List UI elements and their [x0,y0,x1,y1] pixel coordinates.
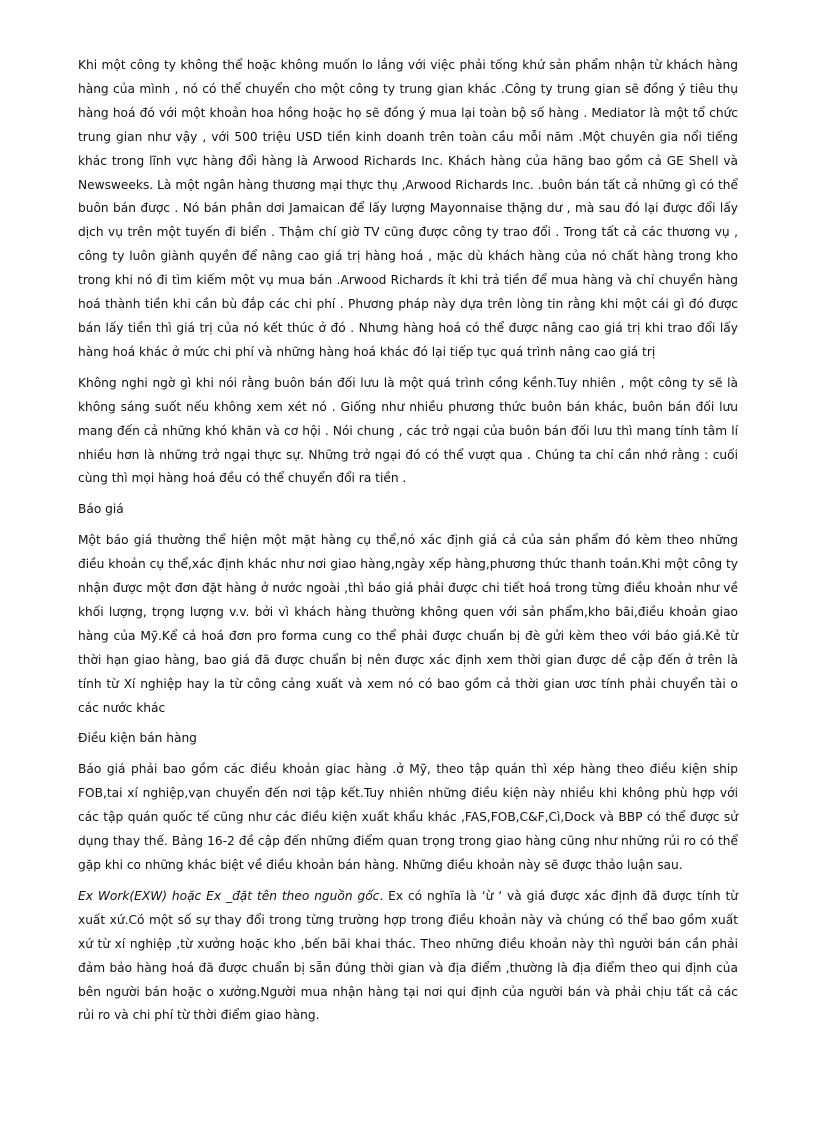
paragraph-quote: Một báo giá thường thể hiện một mặt hàng cụ thể,nó xác định giá cả của sản phẩm đó kèm theo những điều khoản cụ thể,xác định khác như nơi giao hàng,ngày xếp hàng,phương thức thanh toán.Khi một công ty nhận được một đơn đặt hàng ở nước ngoài ,thì báo giá phải được chi tiết hoá trong từng điều khoản như về khối lượng, trọng lượng v.v. bởi vì khách hàng thường không quen với sản phẩm,kho bãi,điều khoản giao hàng của Mỹ.Kể cả hoá đơn pro forma cung co thể phải được chuẩn bị đè gửi kèm theo với báo giá.Kẻ từ thời hạn giao hàng, bao giá đã được chuẩn bị nên được xác định xem thời gian được dề cập đến ở trên là tính từ Xí nghiệp hay la từ công cảng xuất và xem nó có bao gồm cả thời gian ươc tính phải chuyển tài o các nước khác [78,533,738,715]
document-page [78,54,738,1035]
heading-quote: Báo giá [78,502,124,517]
exwork-body: . Ex có nghĩa là ‘ừ ‘ và giá được xác định đã được tính từ xuất xứ.Có một số sự thay đổi trong từng trường hợp trong điều khoản này và chúng có thể bao gồm xuất xứ từ xí nghiệp ,từ xưởng hoặc kho ,bến bãi khai thác. Theo những điều khoản này thì người bán cần phải đảm bảo hàng hoá đã được chuẩn bị sẵn đúng thời gian và địa điểm ,thường là địa điểm theo qui định của bên người bán hoặc o xưởng.Người mua nhận hàng tại nơi qui định của người bán và phải chịu tất cả các rủi ro và chi phí từ thời điểm giao hàng. [78,888,738,1023]
paragraph-countertrade: Không nghi ngờ gì khi nói rằng buôn bán đối lưu là một quá trình cồng kềnh.Tuy nhiên , một công ty sẽ là không sáng suốt nếu không xem xét nó . Giống như nhiều phương thức buôn bán khác, buôn bán đối lưu mang đến cả những khó khăn và cơ hội . Nói chung , các trở ngại của buôn bán đối lưu thì mang tính tâm lí nhiều hơn là những trở ngại thực sự. Những trở ngại đó có thể vượt qua . Chúng ta chỉ cần nhớ rằng : cuối cùng thì mọi hàng hoá đều có thể chuyển đổi ra tiền . [78,375,738,486]
paragraph-exwork [78,885,738,1028]
paragraph-intermediary: Khi một công ty không thể hoặc không muốn lo lắng với việc phải tống khứ sản phẩm nhận từ khách hàng hàng của mình , nó có thể chuyển cho một công ty trung gian khác .Công ty trung gian sẽ đồng ý tiêu thụ hàng hoá đó với một khoản hoa hồng hoặc họ sẽ đồng ý mua lại toàn bộ số hàng . Mediator là một tổ chức trung gian như vậy , với 500 triệu USD tiền kinh doanh trên toàn cầu mỗi năm .Một chuyên gia nổi tiếng khác trong lĩnh vực hàng đổi hàng là Arwood Richards Inc. Khách hàng của hãng bao gồm cả GE Shell và Newsweeks. Là một ngân hàng thương mại thực thụ ,Arwood Richards Inc. .buôn bán tất cả những gì có thể buôn bán được . Nó bán phân dơi Jamaican để lấy lượng Mayonnaise thặng dư , mà sau đó lại được đổi lấy dịch vụ trên một tuyến đi biển . Thậm chí giờ TV cũng được công ty trao đổi . Trong tất cả các thương vụ , công ty luôn giành quyền để nâng cao giá trị hàng hoá , mặc dù khách hàng của nó chất hàng trong kho trong khi nó đi tìm kiếm một vụ mua bán .Arwood Richards ít khi trả tiền để mua hàng và chỉ chuyển hàng hoá thành tiền khi cần bù đắp các chi phí . Phương pháp này dựa trên lòng tin rằng khi một cái gì đó được bán lấy tiền thì giá trị của nó kết thúc ở đó . Nhưng hàng hoá có thể được nâng cao giá trị khi trao đổi lấy hàng hoá khác ở mức chi phí và những hàng hoá khác đó lại tiếp tục quá trình nâng cao giá trị [78,58,738,359]
exwork-term: Ex Work(EXW) hoặc Ex _đặt tên theo nguồn gốc [78,888,380,903]
paragraph-conditions: Báo giá phải bao gồm các điều khoản giac hàng .ở Mỹ, theo tập quán thì xép hàng theo điều kiện ship FOB,tai xí nghiệp,vạn chuyển đến nơi tập kết.Tuy nhiên những điều kiện này nhiều khi không phù hợp với các tập quán quốc tế cũng như các điều kiện xuất khẩu khác ,FAS,FOB,C&F,Cì,Dock và BBP có thể được sử dụng thay thế. Bảng 16-2 đề cập đến những điểm quan trọng trong giao hàng cũng như những rủi ro có thể gặp khi co những khác biệt về điều khoản bán hàng. Những điều khoản này sẽ được thảo luận sau. [78,762,738,872]
heading-conditions: Điều kiện bán hàng [78,731,197,746]
